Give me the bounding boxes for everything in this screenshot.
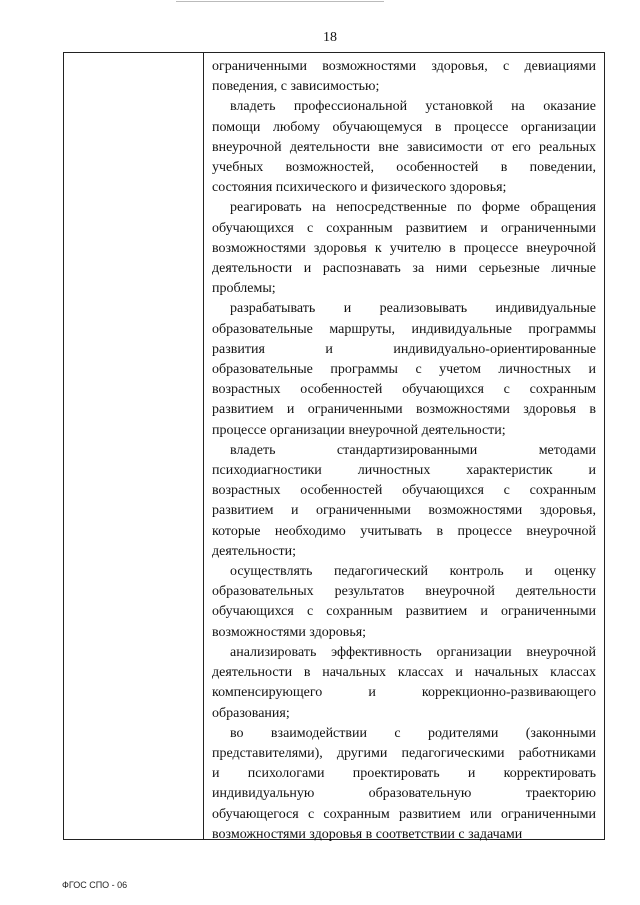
text-line: которые необходимо учитывать в процессе внеурочной — [212, 523, 596, 539]
text-line: образовательных результатов внеурочной деятельности — [212, 584, 596, 600]
text-line: владеть стандартизированными методами — [230, 442, 596, 458]
text-line: обучающихся с сохранным развитием и ограниченными — [212, 604, 596, 620]
paragraph — [212, 562, 596, 643]
text-line: обучающегося с сохранным развитием или ограниченными — [212, 806, 596, 822]
text-line: анализировать эффективность организации внеурочной — [230, 644, 596, 660]
paragraph — [212, 299, 596, 440]
text-line: внеурочной деятельности вне зависимости от его реальных — [212, 139, 596, 155]
footer-document-code: ФГОС СПО - 06 — [62, 880, 128, 890]
paragraph — [212, 724, 596, 845]
text-line: возрастных особенностей обучающихся с сохранным — [212, 382, 596, 398]
text-line: образования; — [212, 705, 290, 721]
text-line: деятельности и распознавать за ними серьезные личные — [212, 261, 596, 277]
paragraph — [212, 97, 596, 198]
text-line: представителями), другими педагогическими работниками — [212, 745, 596, 761]
page-number: 18 — [323, 30, 337, 45]
text-line: возможностями здоровья; — [212, 624, 367, 640]
text-line: процессе организации внеурочной деятельности; — [212, 422, 506, 438]
table-right-cell-text — [212, 57, 596, 845]
text-line: развитием и ограниченными возможностями здоровья, — [212, 503, 596, 519]
text-line: помощи любому обучающемуся в процессе организации — [212, 119, 596, 135]
text-line: возможностями здоровья в соответствии с задачами — [212, 826, 523, 842]
table-column-divider — [203, 52, 204, 840]
text-line: деятельности; — [212, 543, 297, 559]
text-line: реагировать на непосредственные по форме обращения — [230, 200, 596, 216]
text-line: обучающихся с сохранным развитием и ограниченными — [212, 220, 596, 236]
text-line: возможностями здоровья к учителю в процессе внеурочной — [212, 240, 596, 256]
text-line: психодиагностики личностных характеристик и — [212, 463, 596, 479]
text-line: проблемы; — [212, 281, 276, 297]
text-line: владеть профессиональной установкой на оказание — [230, 99, 596, 115]
text-line: поведения, с зависимостью; — [212, 79, 380, 95]
top-rule — [176, 1, 384, 2]
text-line: деятельности в начальных классах и начальных классах — [212, 665, 596, 681]
text-line: индивидуальную образовательную траекторию — [212, 786, 596, 802]
text-line: учебных возможностей, особенностей в поведении, — [212, 160, 596, 176]
text-line: развитием и ограниченными возможностями здоровья в — [212, 402, 596, 418]
paragraph — [212, 441, 596, 562]
text-line: разрабатывать и реализовывать индивидуальные — [230, 301, 596, 317]
text-line: состояния психического и физического здоровья; — [212, 180, 507, 196]
text-line: ограниченными возможностями здоровья, с девиациями — [212, 59, 596, 74]
paragraph — [212, 57, 596, 97]
text-line: образовательные маршруты, индивидуальные программы — [212, 321, 596, 337]
text-line: и психологами проектировать и корректировать — [212, 766, 596, 782]
paragraph — [212, 198, 596, 299]
text-line: во взаимодействии с родителями (законными — [230, 725, 596, 741]
text-line: образовательные программы с учетом личностных и — [212, 362, 596, 378]
text-line: развития и индивидуально-ориентированные — [212, 341, 596, 357]
paragraph — [212, 643, 596, 724]
table-left-cell — [64, 53, 203, 839]
text-line: возрастных особенностей обучающихся с сохранным — [212, 483, 596, 499]
text-line: компенсирующего и коррекционно-развивающего — [212, 685, 596, 701]
text-line: осуществлять педагогический контроль и оценку — [230, 564, 596, 580]
